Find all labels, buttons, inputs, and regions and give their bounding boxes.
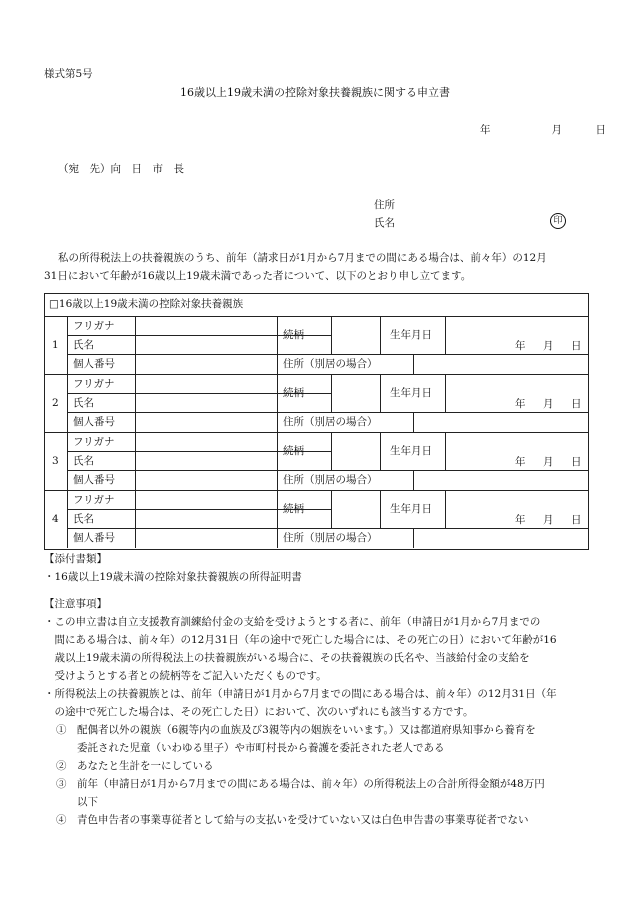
name-label: 氏名 <box>73 397 94 409</box>
name-input[interactable] <box>137 337 275 352</box>
furigana-input[interactable] <box>137 492 275 507</box>
row-number: 2 <box>52 397 59 409</box>
furigana-label: フリガナ <box>73 378 115 390</box>
intro-paragraph <box>44 249 592 285</box>
table-col-rule <box>331 374 332 412</box>
table-row-rule <box>67 412 588 413</box>
birthdate-input[interactable] <box>447 434 586 468</box>
table-col-rule <box>67 374 68 432</box>
notes-item-line: ② あなたと生計を一にしている <box>56 760 214 772</box>
dependents-table <box>44 293 589 550</box>
table-col-rule <box>413 412 414 432</box>
month-field[interactable]: 月 <box>551 124 562 136</box>
date-line <box>480 122 606 137</box>
table-col-rule <box>413 470 414 490</box>
seal-mark: 印 <box>550 213 566 229</box>
birthdate-label: 生年月日 <box>390 329 432 341</box>
birth-year-label: 年 <box>515 340 526 352</box>
birth-month-label: 月 <box>543 340 554 352</box>
name-label: 氏名 <box>73 513 94 525</box>
table-col-rule <box>331 490 332 528</box>
table-col-rule <box>135 374 136 432</box>
address-label: 住所 <box>374 199 395 211</box>
table-row-rule <box>67 470 588 471</box>
personal-number-input[interactable] <box>137 472 275 487</box>
notes-p1-line: ・この申立書は自立支援教育訓練給付金の支給を受けようとする者に、前年（申請日が1月から7月までの <box>44 616 541 628</box>
birth-year-label: 年 <box>515 514 526 526</box>
relationship-input[interactable] <box>333 434 378 468</box>
birthdate-input[interactable] <box>447 376 586 410</box>
year-field[interactable]: 年 <box>480 124 491 136</box>
table-col-rule <box>445 374 446 412</box>
table-block-rule <box>45 374 588 375</box>
birthdate-label: 生年月日 <box>390 503 432 515</box>
table-header-rule <box>45 316 588 317</box>
notes-item-line: ④ 青色申告者の事業専従者として給与の支払いを受けていない又は白色申告書の事業専従者でない <box>56 814 529 826</box>
personal-number-input[interactable] <box>137 530 275 545</box>
table-col-rule <box>67 316 68 374</box>
table-col-rule <box>135 490 136 548</box>
birthdate-label: 生年月日 <box>390 387 432 399</box>
table-col-rule <box>331 316 332 354</box>
name-input[interactable] <box>137 395 275 410</box>
notes-item-line: 委託された児童（いわゆる里子）や市町村長から養護を委託された老人である <box>56 742 445 754</box>
name-input[interactable] <box>137 511 275 526</box>
table-col-rule <box>277 432 278 490</box>
notes-item-2 <box>44 757 592 775</box>
table-col-rule <box>277 316 278 374</box>
relationship-label: 続柄 <box>283 445 304 457</box>
table-col-rule <box>331 432 332 470</box>
table-header: □16歳以上19歳未満の控除対象扶養親族 <box>49 298 244 310</box>
table-col-rule <box>67 490 68 548</box>
table-col-rule <box>445 432 446 470</box>
personal-number-label: 個人番号 <box>73 474 115 486</box>
relationship-input[interactable] <box>333 318 378 352</box>
table-col-rule <box>380 316 381 354</box>
furigana-label: フリガナ <box>73 320 115 332</box>
form-number: 様式第5号 <box>44 68 93 80</box>
birth-month-label: 月 <box>543 456 554 468</box>
table-col-rule <box>277 374 278 432</box>
birthdate-label: 生年月日 <box>390 445 432 457</box>
relationship-label: 続柄 <box>283 329 304 341</box>
address-separate-input[interactable] <box>415 472 586 487</box>
name-label: 氏名 <box>73 455 94 467</box>
row-number: 4 <box>52 513 59 525</box>
personal-number-input[interactable] <box>137 414 275 429</box>
table-col-rule <box>380 490 381 528</box>
notes-item-3 <box>44 775 592 811</box>
address-separate-label: 住所（別居の場合） <box>283 474 378 486</box>
row-number: 1 <box>52 339 59 351</box>
notes-p1-line: 歳以上19歳未満の所得税法上の扶養親族がいる場合に、その扶養親族の氏名や、当該給付金の支給を <box>44 652 530 664</box>
day-field[interactable]: 日 <box>595 124 606 136</box>
notes-item-line: ① 配偶者以外の親族（6親等内の血族及び3親等内の姻族をいいます。）又は都道府県知事から養育を <box>56 724 536 736</box>
notes-p2-line: ・所得税法上の扶養親族とは、前年（申請日が1月から7月までの間にある場合は、前々年）の12月31日（年 <box>44 688 557 700</box>
notes-p1-line: 間にある場合は、前々年）の12月31日（年の途中で死亡した場合には、その死亡の日）において年齢が16 <box>44 634 557 646</box>
table-block-rule <box>45 490 588 491</box>
table-col-rule <box>135 432 136 490</box>
notes-p1-line: 受けようとする者との続柄等をご記入いただくものです。 <box>44 670 327 682</box>
birth-day-label: 日 <box>571 514 582 526</box>
name-input[interactable] <box>137 453 275 468</box>
birth-year-label: 年 <box>515 398 526 410</box>
intro-line-2: 31日において年齢が16歳以上19歳未満であった者について、以下のとおり申し立てます。 <box>44 270 472 282</box>
personal-number-label: 個人番号 <box>73 532 115 544</box>
table-col-rule <box>277 490 278 548</box>
table-col-rule <box>135 316 136 374</box>
name-label: 氏名 <box>73 339 94 351</box>
personal-number-label: 個人番号 <box>73 358 115 370</box>
table-col-rule <box>445 490 446 528</box>
address-separate-input[interactable] <box>415 356 586 371</box>
birth-day-label: 日 <box>571 456 582 468</box>
address-separate-input[interactable] <box>415 414 586 429</box>
table-row-rule <box>67 528 588 529</box>
attachments-section <box>44 550 592 586</box>
notes-p2-line: の途中で死亡した場合は、その死亡した日）において、次のいずれにも該当する方です。 <box>44 706 474 718</box>
notes-item-line: ③ 前年（申請日が1月から7月までの間にある場合は、前々年）の所得税法上の合計所得金額が48万円 <box>56 778 545 790</box>
row-number: 3 <box>52 455 59 467</box>
intro-line-1: 私の所得税法上の扶養親族のうち、前年（請求日が1月から7月までの間にある場合は、前々年）の12月 <box>58 252 547 264</box>
notes-item-1 <box>44 721 592 757</box>
addressee: （宛 先）向 日 市 長 <box>58 163 184 175</box>
table-row-rule <box>67 354 588 355</box>
table-col-rule <box>67 432 68 490</box>
personal-number-input[interactable] <box>137 356 275 371</box>
attachments-item: ・16歳以上19歳未満の控除対象扶養親族の所得証明書 <box>44 571 302 583</box>
document-title: 16歳以上19歳未満の控除対象扶養親族に関する申立書 <box>180 86 450 99</box>
table-col-rule <box>380 432 381 470</box>
relationship-input[interactable] <box>333 376 378 410</box>
birth-day-label: 日 <box>571 340 582 352</box>
address-separate-input[interactable] <box>415 530 586 545</box>
furigana-input[interactable] <box>137 434 275 449</box>
notes-item-4 <box>44 811 592 829</box>
birth-month-label: 月 <box>543 398 554 410</box>
relationship-label: 続柄 <box>283 503 304 515</box>
address-separate-label: 住所（別居の場合） <box>283 532 378 544</box>
name-label: 氏名 <box>374 217 395 229</box>
birthdate-input[interactable] <box>447 492 586 526</box>
table-col-rule <box>380 374 381 412</box>
table-col-rule <box>445 316 446 354</box>
furigana-input[interactable] <box>137 376 275 391</box>
notes-heading: 【注意事項】 <box>44 598 107 610</box>
relationship-label: 続柄 <box>283 387 304 399</box>
attachments-heading: 【添付書類】 <box>44 553 107 565</box>
furigana-label: フリガナ <box>73 436 115 448</box>
table-block-rule <box>45 432 588 433</box>
table-col-rule <box>413 354 414 374</box>
birth-year-label: 年 <box>515 456 526 468</box>
relationship-input[interactable] <box>333 492 378 526</box>
table-col-rule <box>413 528 414 548</box>
birthdate-input[interactable] <box>447 318 586 352</box>
birth-month-label: 月 <box>543 514 554 526</box>
birth-day-label: 日 <box>571 398 582 410</box>
notes-section <box>44 595 592 829</box>
address-separate-label: 住所（別居の場合） <box>283 358 378 370</box>
furigana-input[interactable] <box>137 318 275 333</box>
furigana-label: フリガナ <box>73 494 115 506</box>
personal-number-label: 個人番号 <box>73 416 115 428</box>
notes-item-line: 以下 <box>56 796 98 808</box>
address-separate-label: 住所（別居の場合） <box>283 416 378 428</box>
